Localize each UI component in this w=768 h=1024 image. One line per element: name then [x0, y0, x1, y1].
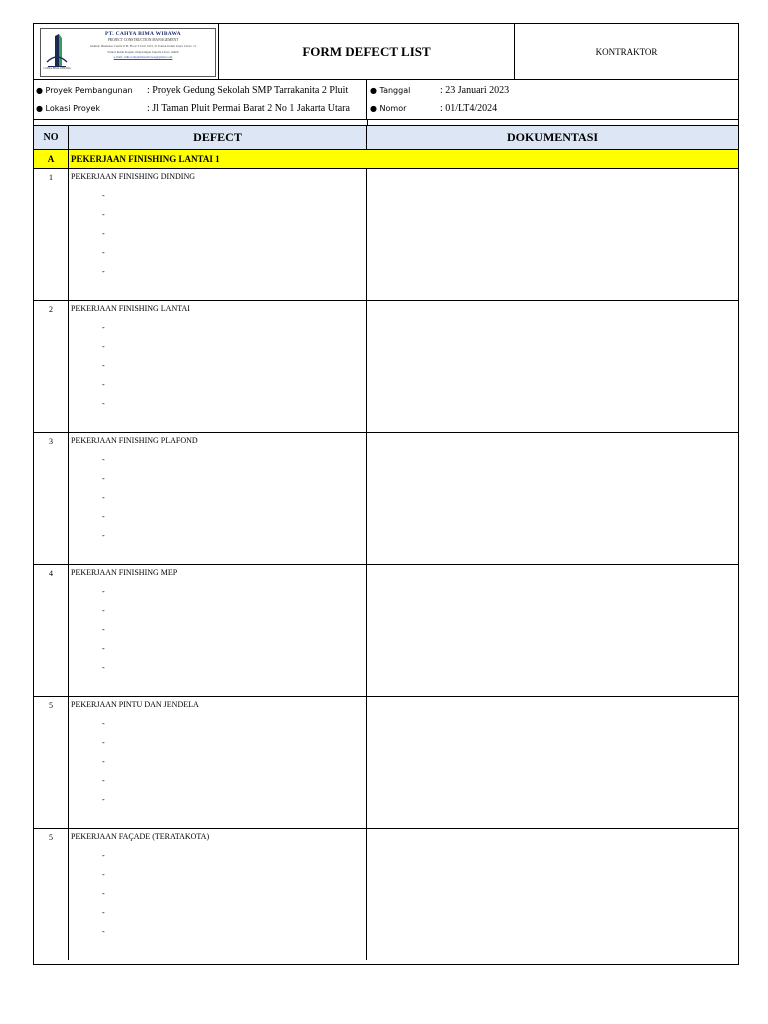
item-defect-cell[interactable]	[69, 433, 367, 564]
form-header	[34, 24, 738, 80]
defect-line: -	[102, 795, 105, 804]
item-defect-cell[interactable]	[69, 169, 367, 300]
defect-line: -	[102, 474, 105, 483]
defect-line: -	[102, 587, 105, 596]
item-title: PEKERJAAN FINISHING MEP	[71, 568, 178, 577]
defect-line: -	[102, 455, 105, 464]
defect-line: -	[102, 248, 105, 257]
defect-line: -	[102, 191, 105, 200]
defect-line: -	[102, 663, 105, 672]
item-documentation-cell[interactable]	[367, 169, 738, 300]
column-header-documentation: DOKUMENTASI	[367, 126, 738, 150]
defect-line: -	[102, 210, 105, 219]
company-email-link[interactable]: e-mail: ridhocahyabimawibawa@gmail.com	[113, 55, 173, 59]
location-value: : Jl Taman Pluit Permai Barat 2 No 1 Jakarta Utara	[147, 102, 350, 114]
defect-line: -	[102, 851, 105, 860]
item-number: 1	[34, 169, 69, 300]
defect-form-sheet	[33, 23, 739, 965]
company-letterhead	[40, 28, 216, 77]
company-name: PT. CAHYA BIMA WIBAWA	[105, 31, 181, 37]
item-defect-cell[interactable]	[69, 565, 367, 696]
logo-caption: CAHYA BIMA WIBAWA	[43, 67, 71, 70]
defect-line: -	[102, 738, 105, 747]
defect-line: -	[102, 342, 105, 351]
column-header-no: NO	[34, 126, 69, 150]
defect-line: -	[102, 323, 105, 332]
defect-line: -	[102, 229, 105, 238]
company-text-block	[73, 31, 213, 59]
item-title: PEKERJAAN FAÇADE (TERATAKOTA)	[71, 832, 210, 841]
defect-line: -	[102, 889, 105, 898]
defect-line: -	[102, 380, 105, 389]
section-title: PEKERJAAN FINISHING LANTAI 1	[71, 154, 220, 164]
defect-line: -	[102, 625, 105, 634]
number-row	[370, 99, 730, 117]
defect-line: -	[102, 719, 105, 728]
project-row	[36, 81, 366, 99]
section-letter: A	[34, 150, 69, 168]
defect-line: -	[102, 531, 105, 540]
number-label: ● Nomor	[370, 103, 407, 113]
item-defect-cell[interactable]	[69, 697, 367, 828]
item-title: PEKERJAAN PINTU DAN JENDELA	[71, 700, 199, 709]
defect-line: -	[102, 399, 105, 408]
defect-line: -	[102, 493, 105, 502]
date-row	[370, 81, 730, 99]
defect-line: -	[102, 908, 105, 917]
item-title: PEKERJAAN FINISHING PLAFOND	[71, 436, 198, 445]
company-address-1: Alamat: Business Centre 6 B, Floor 3 Unit 3-03, Jl. Pantai Indah Utara 2 Kav. 11	[89, 44, 197, 48]
defect-line: -	[102, 512, 105, 521]
item-documentation-cell[interactable]	[367, 697, 738, 828]
defect-line: -	[102, 267, 105, 276]
defect-line: -	[102, 606, 105, 615]
project-value: : Proyek Gedung Sekolah SMP Tarrakanita 2 Pluit	[147, 84, 349, 96]
defect-line: -	[102, 927, 105, 936]
table-row	[34, 565, 738, 697]
company-address-2: Pantai Indah Kapuk, Penjaringan Jakarta Utara 14460	[107, 50, 179, 54]
date-label: ● Tanggal	[370, 85, 411, 95]
item-defect-cell[interactable]	[69, 829, 367, 960]
item-defect-cell[interactable]	[69, 301, 367, 432]
table-row	[34, 697, 738, 829]
kontraktor-label: KONTRAKTOR	[595, 46, 658, 57]
defect-line: -	[102, 776, 105, 785]
band-divider	[367, 120, 368, 125]
table-row	[34, 301, 738, 433]
company-subtitle: PROJECT CONSTRUCTION MANAGEMENT	[107, 38, 179, 42]
project-label: ● Proyek Pembangunan	[36, 85, 133, 95]
company-logo-cell	[34, 24, 219, 79]
defect-items	[34, 169, 738, 960]
defect-line: -	[102, 644, 105, 653]
section-row	[34, 150, 738, 169]
defect-line: -	[102, 361, 105, 370]
project-info-left	[34, 80, 367, 119]
item-number: 5	[34, 697, 69, 828]
table-row	[34, 829, 738, 960]
location-row	[36, 99, 366, 117]
form-title: FORM DEFECT LIST	[219, 24, 515, 79]
item-title: PEKERJAAN FINISHING DINDING	[71, 172, 195, 181]
item-number: 3	[34, 433, 69, 564]
column-header-defect: DEFECT	[69, 126, 367, 150]
item-number: 5	[34, 829, 69, 960]
location-label: ● Lokasi Proyek	[36, 103, 101, 113]
item-documentation-cell[interactable]	[367, 565, 738, 696]
number-value: : 01/LT4/2024	[440, 102, 498, 114]
item-documentation-cell[interactable]	[367, 301, 738, 432]
item-documentation-cell[interactable]	[367, 433, 738, 564]
defect-line: -	[102, 757, 105, 766]
table-row	[34, 433, 738, 565]
item-number: 4	[34, 565, 69, 696]
item-documentation-cell[interactable]	[367, 829, 738, 960]
item-title: PEKERJAAN FINISHING LANTAI	[71, 304, 190, 313]
table-row	[34, 169, 738, 301]
item-number: 2	[34, 301, 69, 432]
date-value: : 23 Januari 2023	[440, 84, 510, 96]
defect-line: -	[102, 870, 105, 879]
project-info-block	[34, 80, 738, 120]
